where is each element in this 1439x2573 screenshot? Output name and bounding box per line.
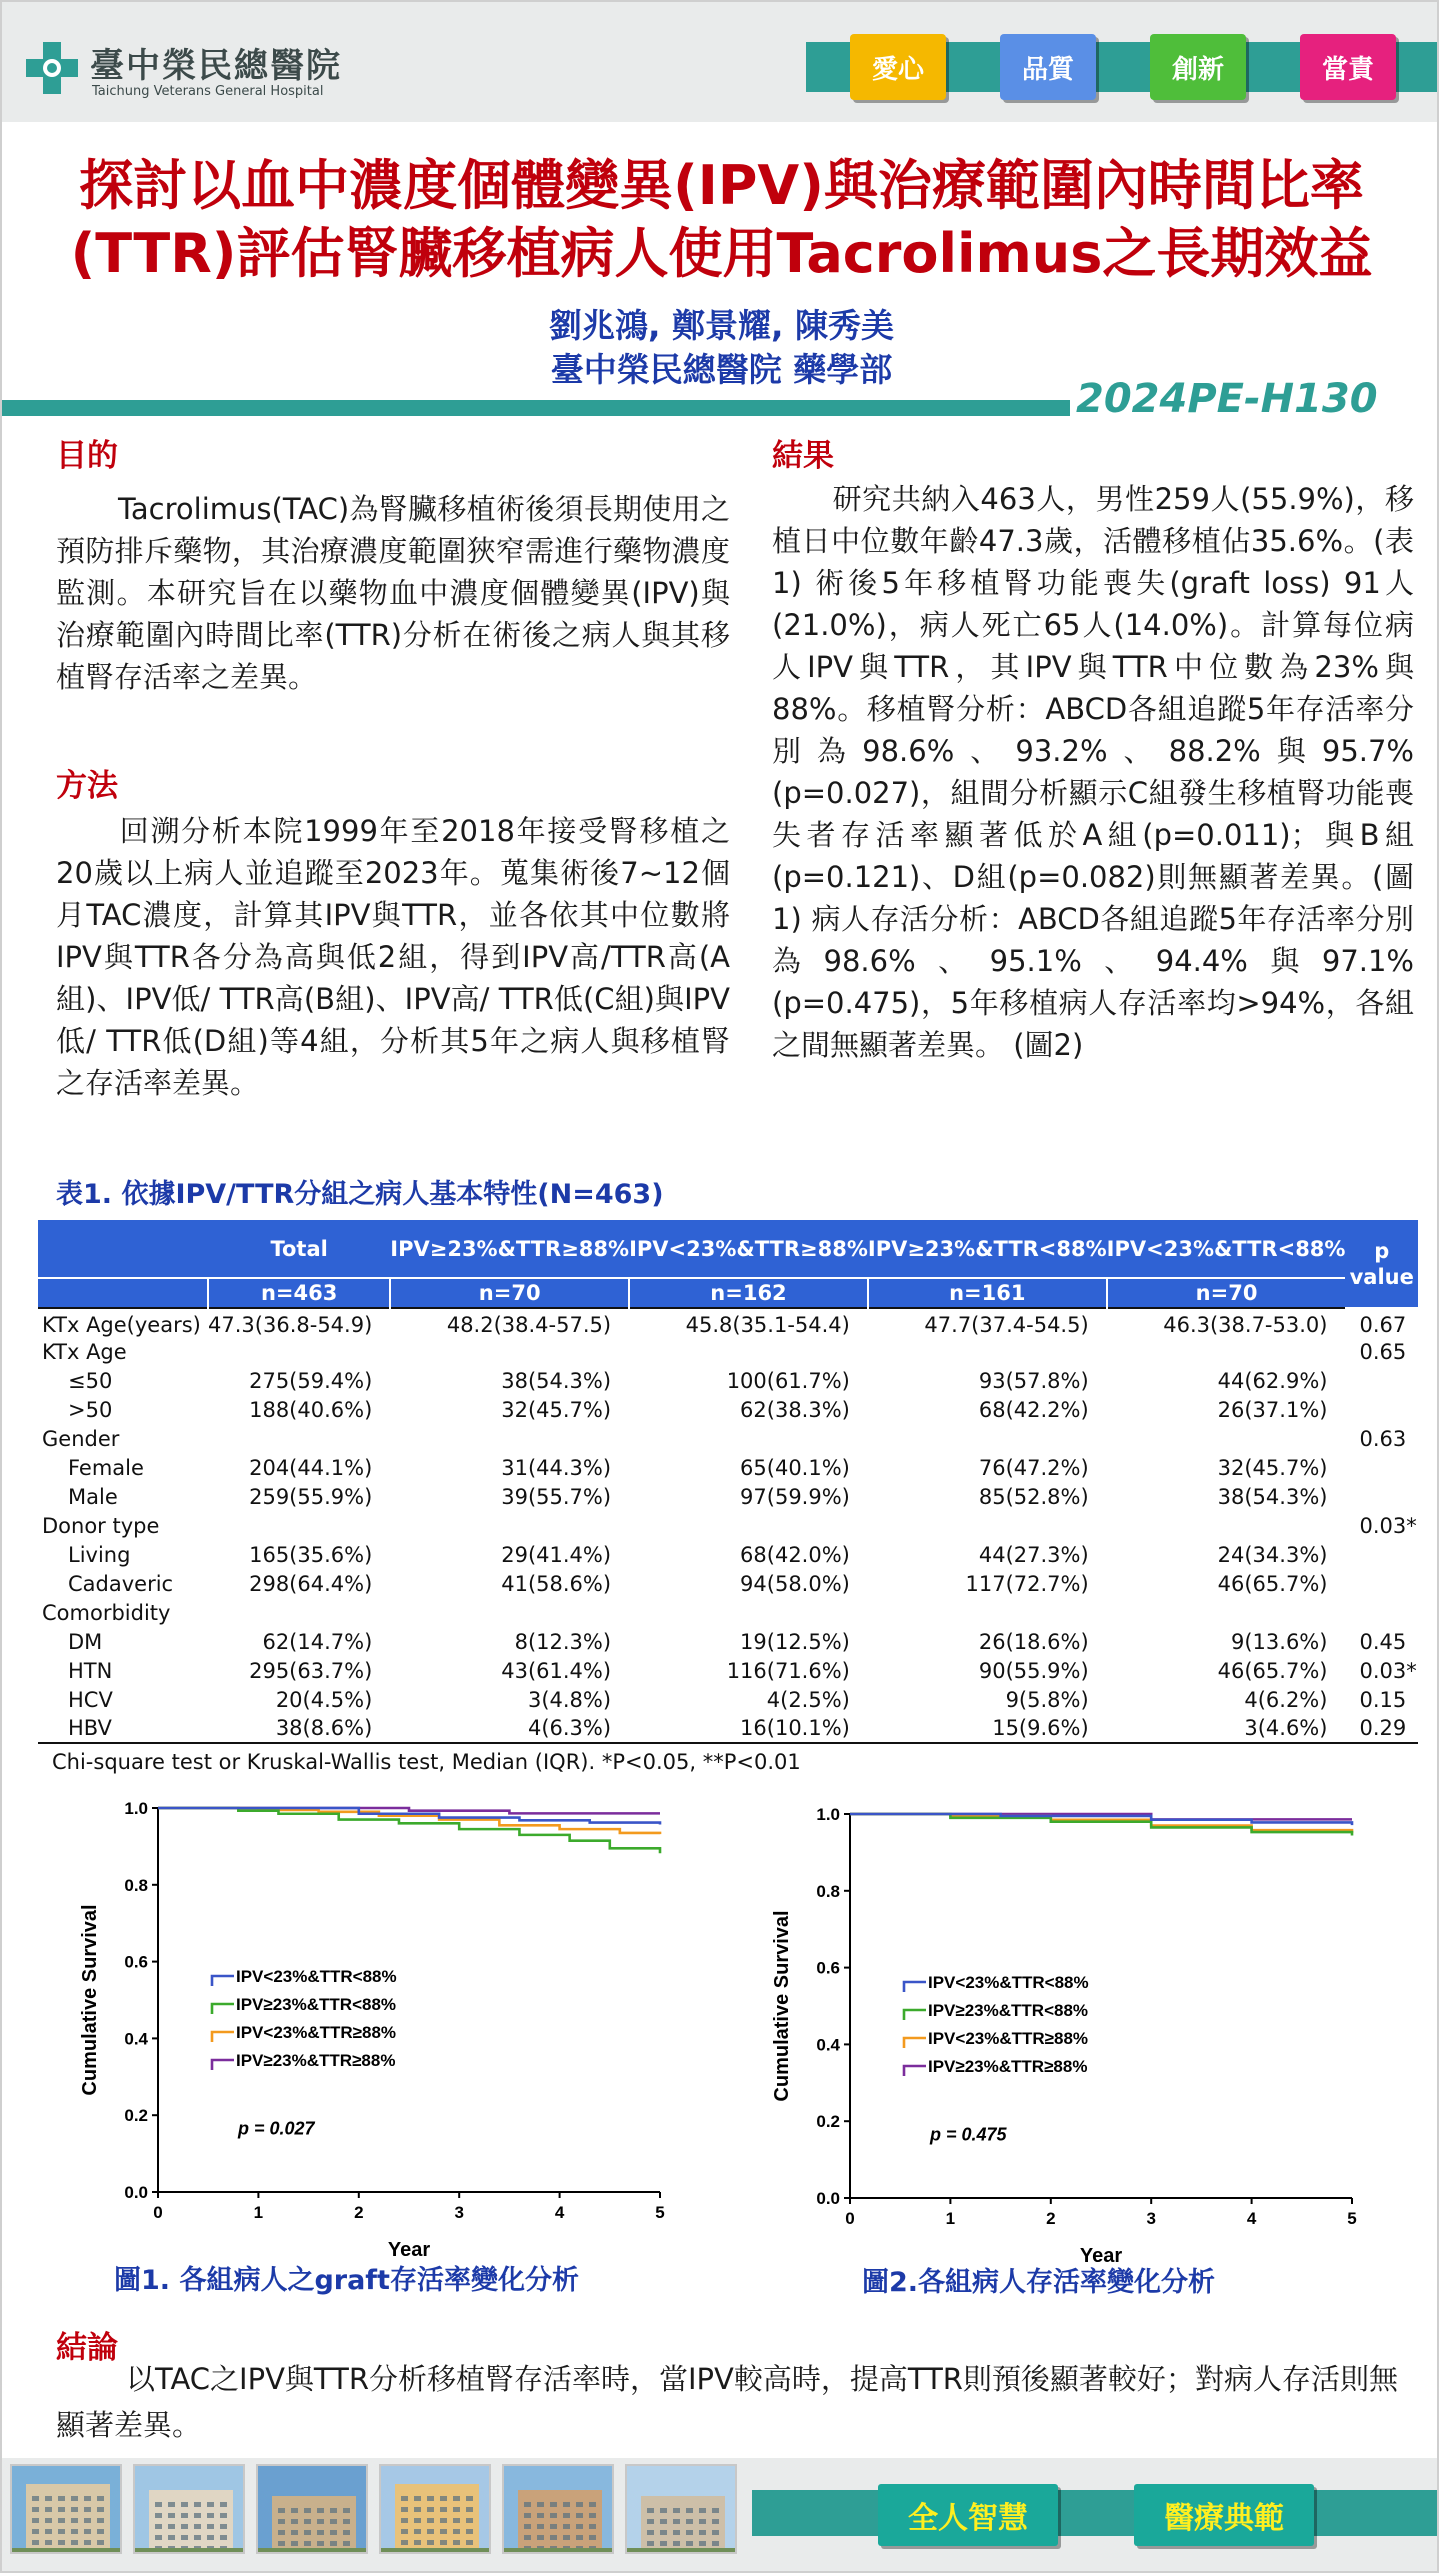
table-cell [208,1598,390,1627]
table-cell: 29(41.4%) [501,1542,612,1567]
p-value-cell: 0.15 [1359,1687,1407,1712]
table-cell: 3(4.6%) [1107,1714,1346,1743]
table-cell: 117(72.7%) [965,1571,1089,1596]
legend-swatch [212,2032,234,2042]
legend-label: IPV≥23%&TTR<88% [236,1995,397,2014]
row-label: HBV [38,1714,208,1743]
table-cell: 295(63.7%) [249,1658,373,1683]
table-header-n: n=463 [208,1278,390,1308]
x-tick-label: 1 [253,2203,264,2222]
p-value-cell: 0.29 [1345,1714,1418,1743]
table-cell: 68(42.2%) [978,1397,1089,1422]
row-label: KTx Age [42,1339,127,1364]
table-cell: 31(44.3%) [501,1455,612,1480]
row-label: >50 [68,1397,113,1422]
x-tick-label: 1 [945,2209,956,2228]
patient-survival-chart [754,1794,1374,2266]
row-label: Living [68,1542,131,1567]
logo-english-name: Taichung Veterans General Hospital [92,84,324,99]
core-value-badge: 愛心 [850,34,946,100]
table-cell: 26(37.1%) [1217,1397,1328,1422]
table-cell: 204(44.1%) [249,1455,373,1480]
table-cell: 259(55.9%) [249,1484,373,1509]
legend-label: IPV<23%&TTR<88% [928,1973,1089,1992]
row-label: HCV [68,1687,113,1712]
x-tick-label: 4 [1246,2209,1257,2228]
logo-chinese-name: 臺中榮民總醫院 [90,46,342,86]
x-tick-label: 4 [554,2203,565,2222]
graft-survival-chart [62,1788,682,2260]
p-value-cell: 0.67 [1345,1308,1418,1337]
table-cell: 38(8.6%) [208,1714,390,1743]
p-value-annotation: p = 0.475 [930,2124,1007,2145]
row-label: HTN [68,1658,113,1683]
author-affiliation: 臺中榮民總醫院 藥學部 [550,350,893,389]
legend-swatch [904,1982,926,1992]
row-label: Comorbidity [42,1600,171,1625]
row-label: Donor type [42,1513,160,1538]
survival-curve [850,1814,1352,1836]
legend-label: IPV≥23%&TTR<88% [928,2001,1089,2020]
table-cell: 39(55.7%) [501,1484,612,1509]
table-cell [208,1511,390,1540]
table-cell [390,1337,629,1366]
table-cell: 15(9.6%) [868,1714,1107,1743]
table-cell: 298(64.4%) [249,1571,373,1596]
baseline-characteristics-table [38,1220,1418,1744]
legend-swatch [212,1976,234,1986]
legend-swatch [904,2038,926,2048]
table-cell: 41(58.6%) [501,1571,612,1596]
p-value-cell [1345,1453,1418,1482]
x-axis-label: Year [387,2239,431,2260]
table-cell: 76(47.2%) [978,1455,1089,1480]
row-label: Gender [42,1426,120,1451]
hospital-photo-3 [256,2464,368,2554]
legend-label: IPV≥23%&TTR≥88% [928,2057,1088,2076]
table-cell: 32(45.7%) [1217,1455,1328,1480]
y-tick-label: 0.8 [816,1881,840,1901]
table-cell [390,1598,629,1627]
table-row [38,1453,1418,1482]
p-value-cell: 0.65 [1359,1339,1407,1364]
table-cell: 4(2.5%) [766,1687,850,1712]
table-row [38,1627,1418,1656]
table-cell: 4(6.3%) [390,1714,629,1743]
p-value-cell [1345,1569,1418,1598]
x-tick-label: 0 [153,2203,163,2222]
table-cell: 116(71.6%) [726,1658,850,1683]
x-tick-label: 3 [1146,2209,1156,2228]
conclusion-heading: 結論 [56,2330,118,2366]
legend-swatch [904,2066,926,2076]
table-row [38,1337,1418,1366]
table-cell [390,1424,629,1453]
table-row [38,1308,1418,1337]
x-tick-label: 0 [845,2209,855,2228]
objective-text: Tacrolimus(TAC)為腎臟移植術後須長期使用之預防排斥藥物，其治療濃度範圍狹窄需進行藥物濃度監測。本研究旨在以藥物血中濃度個體變異(IPV)與治療範圍內時間比率(TTR)分析在術後之病人與其移植腎存活率之差異。 [56,492,730,694]
p-value-cell [1345,1366,1418,1395]
table-header-p-value: p value [1345,1220,1418,1308]
hospital-emblem-icon [24,40,80,96]
table-row [38,1511,1418,1540]
y-tick-label: 0.2 [124,2106,148,2126]
table-cell: 44(27.3%) [978,1542,1089,1567]
objective-heading: 目的 [56,438,118,474]
table-body [38,1308,1418,1743]
results-text: 研究共納入463人，男性259人(55.9%)，移植日中位數年齡47.3歲，活體移植佔35.6%。(表1) 術後5年移植腎功能喪失(graft loss) 91人(21.0%)，病人死亡65人(14.0%)。計算每位病人IPV與TTR，其IPV與TTR中位數為23%與88%。移植腎分析：ABCD各組追蹤5年存活率分別為98.6%、93.2%、88.2%與95.7%(p=0.027)，組間分析顯示C組發生移植腎功能喪失者存活率顯著低於A組(p=0.011)；與B組(p=0.121)、D組(p=0.082)則無顯著差異。(圖1) 病人存活分析：ABCD各組追蹤5年存活率分別為98.6%、95.1%、94.4%與97.1%(p=0.475)，5年移植病人存活率均>94%，各組之間無顯著差異。 (圖2) [772,482,1414,1062]
table-header-group: IPV<23%&TTR≥88% [629,1220,868,1278]
table-cell [1107,1511,1346,1540]
table-cell: 26(18.6%) [978,1629,1089,1654]
p-value-cell [1345,1598,1418,1627]
y-tick-label: 1.0 [816,1805,840,1824]
table-row [38,1714,1418,1743]
table-cell [1107,1424,1346,1453]
table-header-n-row [38,1278,1418,1308]
y-tick-label: 0.6 [816,1958,840,1978]
hospital-photo-2 [133,2464,245,2554]
table-cell: 32(45.7%) [501,1397,612,1422]
table-cell: 188(40.6%) [249,1397,373,1422]
table-cell: 45.8(35.1-54.4) [629,1308,868,1337]
methods-heading: 方法 [56,768,118,804]
y-axis-label: Cumulative Survival [771,1910,793,2102]
table-cell: 46(65.7%) [1217,1571,1328,1596]
p-value-cell [1345,1395,1418,1424]
table-header-blank [38,1278,208,1308]
table-cell: 62(14.7%) [262,1629,373,1654]
methods-text: 回溯分析本院1999年至2018年接受腎移植之20歲以上病人並追蹤至2023年。蒐集術後7~12個月TAC濃度，計算其IPV與TTR，並各依其中位數將IPV與TTR各分為高與低2組，得到IPV高/TTR高(A組)、IPV低/ TTR高(B組)、IPV高/ TTR低(C組)與IPV低/ TTR低(D組)等4組，分析其5年之病人與移植腎之存活率差異。 [56,814,730,1100]
x-tick-label: 3 [454,2203,464,2222]
table-header-group: IPV<23%&TTR<88% [1107,1220,1346,1278]
row-label: Female [68,1455,144,1480]
legend-label: IPV<23%&TTR<88% [236,1967,397,1986]
legend-swatch [904,2010,926,2020]
p-value-annotation: p = 0.027 [238,2118,315,2139]
title-divider [2,400,1070,416]
table-cell: 46.3(38.7-53.0) [1107,1308,1346,1337]
table-row [38,1656,1418,1685]
poster-title-line-2: (TTR)評估腎臟移植病人使用Tacrolimus之長期效益 [70,222,1373,285]
table-cell: 90(55.9%) [978,1658,1089,1683]
y-tick-label: 0.8 [124,1875,148,1895]
table-cell [868,1424,1107,1453]
table-cell: 47.7(37.4-54.5) [868,1308,1107,1337]
y-tick-label: 0.4 [816,2035,840,2055]
table-cell: 93(57.8%) [978,1368,1089,1393]
poster-title-line-1: 探討以血中濃度個體變異(IPV)與治療範圍內時間比率 [79,154,1364,217]
footer-strip [752,2490,1439,2536]
table-cell [1107,1598,1346,1627]
x-tick-label: 2 [1046,2209,1056,2228]
table-cell [629,1598,868,1627]
table-cell [868,1598,1107,1627]
hospital-photo-4 [379,2464,491,2554]
table-title: 表1. 依據IPV/TTR分組之病人基本特性(N=463) [56,1179,664,1210]
footer-badge: 醫療典範 [1134,2484,1314,2546]
table-cell: 43(61.4%) [501,1658,612,1683]
table-cell: 19(12.5%) [740,1629,850,1654]
table-cell: 3(4.8%) [527,1687,612,1712]
table-cell: 38(54.3%) [1217,1484,1328,1509]
hospital-logo [24,34,404,106]
table-cell [629,1424,868,1453]
table-cell: 165(35.6%) [249,1542,373,1567]
conclusion-text: 以TAC之IPV與TTR分析移植腎存活率時，當IPV較高時，提高TTR則預後顯著較好；對病人存活則無顯著差異。 [56,2362,1398,2442]
table-cell: 24(34.3%) [1217,1542,1328,1567]
table-cell: 48.2(38.4-57.5) [390,1308,629,1337]
results-heading: 結果 [772,438,834,474]
row-label: Male [68,1484,118,1509]
table-cell: 65(40.1%) [740,1455,850,1480]
author-names: 劉兆鴻, 鄭景耀, 陳秀美 [548,306,895,345]
table-cell [629,1337,868,1366]
table-cell: 16(10.1%) [629,1714,868,1743]
y-tick-label: 0.6 [124,1952,148,1972]
table-row [38,1569,1418,1598]
hospital-photo-1 [10,2464,122,2554]
x-tick-label: 5 [655,2203,665,2222]
row-label: Cadaveric [68,1571,174,1596]
core-value-badge: 當責 [1300,34,1396,100]
table-header-n: n=70 [1107,1278,1346,1308]
row-label: KTx Age(years) [38,1308,208,1337]
y-axis-label: Cumulative Survival [79,1904,101,2096]
table-header-n: n=162 [629,1278,868,1308]
figure-1 [62,1788,682,2260]
table-cell: 97(59.9%) [740,1484,850,1509]
table-row [38,1424,1418,1453]
table-header-blank [38,1220,208,1278]
table-row [38,1540,1418,1569]
row-label: DM [68,1629,103,1654]
p-value-cell [1345,1540,1418,1569]
legend-swatch [212,2004,234,2014]
table-cell: 100(61.7%) [726,1368,850,1393]
table-header-group: IPV≥23%&TTR<88% [868,1220,1107,1278]
table-cell: 4(6.2%) [1244,1687,1328,1712]
table-cell: 47.3(36.8-54.9) [208,1308,390,1337]
table-footnote: Chi-square test or Kruskal-Wallis test, Median (IQR). *P<0.05, **P<0.01 [52,1750,801,1774]
table-cell: 68(42.0%) [740,1542,850,1567]
table-cell [868,1337,1107,1366]
p-value-cell: 0.03* [1359,1658,1417,1683]
figure-1-caption: 圖1. 各組病人之graft存活率變化分析 [114,2265,579,2296]
table-cell: 9(5.8%) [1005,1687,1089,1712]
x-tick-label: 5 [1347,2209,1357,2228]
table-cell: 44(62.9%) [1217,1368,1328,1393]
y-tick-label: 1.0 [124,1799,148,1818]
table-cell: 94(58.0%) [740,1571,850,1596]
table-cell [1107,1337,1346,1366]
table-cell [208,1424,390,1453]
row-label: ≤50 [68,1368,113,1393]
figure-2-caption: 圖2.各組病人存活率變化分析 [862,2267,1216,2298]
table-row [38,1685,1418,1714]
poster-code: 2024PE-H130 [1076,376,1378,422]
table-row [38,1366,1418,1395]
table-cell [629,1511,868,1540]
table-header-n: n=70 [390,1278,629,1308]
hospital-photo-6 [625,2464,737,2554]
hospital-photo-5 [502,2464,614,2554]
legend-label: IPV≥23%&TTR≥88% [236,2051,396,2070]
table-cell: 275(59.4%) [249,1368,373,1393]
y-tick-label: 0.2 [816,2112,840,2132]
y-tick-label: 0.0 [124,2183,148,2202]
table-cell: 9(13.6%) [1231,1629,1328,1654]
x-tick-label: 2 [354,2203,364,2222]
table-cell: 46(65.7%) [1217,1658,1328,1683]
table-cell: 62(38.3%) [740,1397,850,1422]
p-value-cell: 0.03* [1359,1513,1417,1538]
y-tick-label: 0.4 [124,2029,148,2049]
table-cell: 20(4.5%) [275,1687,373,1712]
legend-swatch [212,2060,234,2070]
table-header-group: Total [208,1220,390,1278]
table-cell [390,1511,629,1540]
footer-badge: 全人智慧 [878,2484,1058,2546]
x-axis-label: Year [1079,2245,1123,2266]
table-cell: 8(12.3%) [514,1629,612,1654]
p-value-cell: 0.63 [1359,1426,1407,1451]
legend-label: IPV<23%&TTR≥88% [928,2029,1089,2048]
figure-2 [754,1794,1374,2266]
core-value-badge: 品質 [1000,34,1096,100]
p-value-cell [1345,1482,1418,1511]
table-cell: 38(54.3%) [501,1368,612,1393]
table-header-group: IPV≥23%&TTR≥88% [390,1220,629,1278]
table-row [38,1482,1418,1511]
y-tick-label: 0.0 [816,2189,840,2208]
table-cell [208,1337,390,1366]
table-header-row [38,1220,1418,1278]
table-row [38,1395,1418,1424]
table-row [38,1598,1418,1627]
legend-label: IPV<23%&TTR≥88% [236,2023,397,2042]
table-cell: 85(52.8%) [978,1484,1089,1509]
table-cell [868,1511,1107,1540]
table-header-n: n=161 [868,1278,1107,1308]
p-value-cell: 0.45 [1359,1629,1407,1654]
core-value-badge: 創新 [1150,34,1246,100]
